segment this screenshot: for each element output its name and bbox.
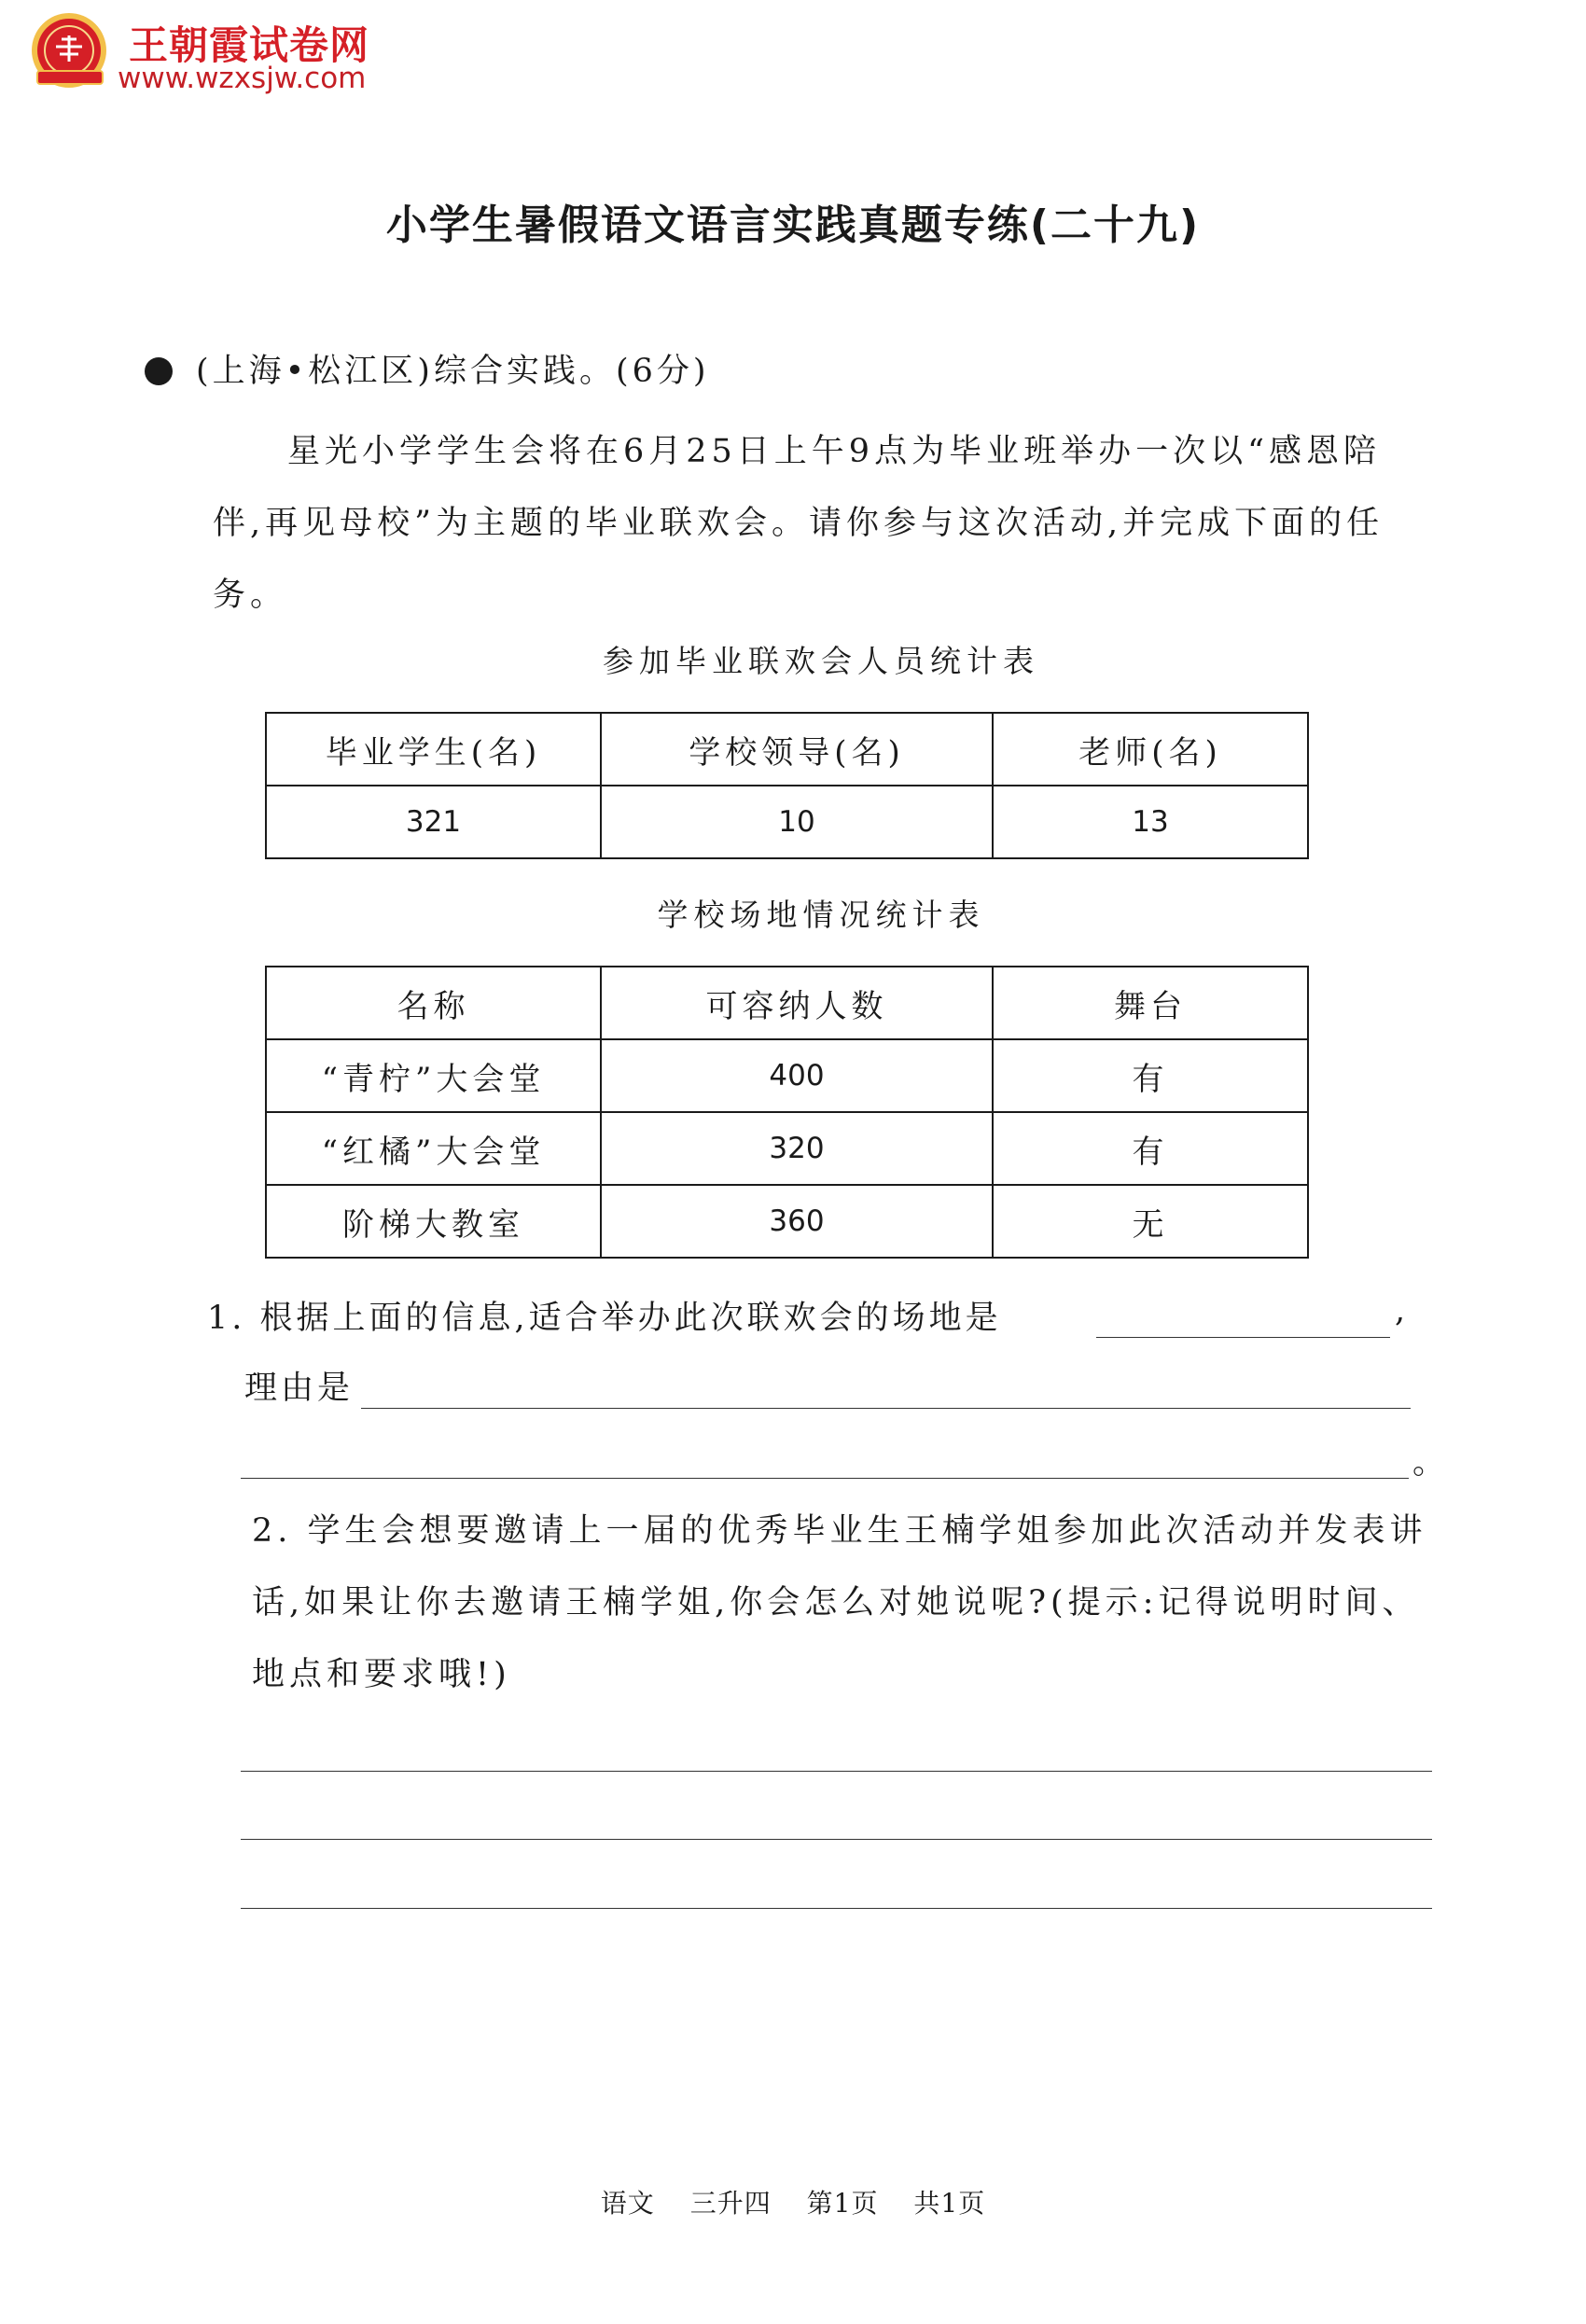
table-cell: “青柠”大会堂: [266, 1039, 601, 1112]
table-row: [266, 1039, 1308, 1112]
reason-answer-line[interactable]: [361, 1408, 1411, 1409]
table-cell: 有: [993, 1112, 1308, 1185]
table2-caption: 学校场地情况统计表: [657, 897, 985, 933]
table-header-cell: 毕业学生(名): [266, 713, 601, 786]
venue-table: [265, 966, 1309, 1259]
table-header-row: [266, 713, 1308, 786]
footer-subject: 语文: [600, 2188, 655, 2219]
footer-page: 第1页: [806, 2188, 879, 2219]
reason-label: 理由是: [244, 1370, 355, 1407]
table-header-row: [266, 967, 1308, 1039]
table-cell: 360: [601, 1185, 993, 1258]
answer-line[interactable]: [241, 1771, 1432, 1772]
venue-answer-line[interactable]: [1096, 1337, 1390, 1338]
table-header-cell: 学校领导(名): [601, 713, 993, 786]
table-cell: 320: [601, 1112, 993, 1185]
footer-grade: 三升四: [689, 2188, 772, 2219]
logo-url[interactable]: www.wzxsjw.com: [118, 62, 367, 95]
table-cell: “红橘”大会堂: [266, 1112, 601, 1185]
q1-period: 。: [1412, 1444, 1450, 1482]
question-intro: 星光小学学生会将在6月25日上午9点为毕业班举办一次以“感恩陪伴,再见母校”为主题的毕业联欢会。请你参与这次活动,并完成下面的任务。: [213, 433, 1384, 614]
table-cell: 10: [601, 786, 993, 858]
q2-text: 2. 学生会想要邀请上一届的优秀毕业生王楠学姐参加此次活动并发表讲话,如果让你去邀请王楠学姐,你会怎么对她说呢?(提示:记得说明时间、地点和要求哦!): [252, 1512, 1427, 1693]
question-header: (上海•松江区)综合实践。(6分): [196, 353, 710, 390]
table-header-cell: 名称: [266, 967, 601, 1039]
q1-text: 1. 根据上面的信息,适合举办此次联欢会的场地是: [207, 1300, 1002, 1337]
page-title: 小学生暑假语文语言实践真题专练(二十九): [385, 202, 1201, 249]
logo-name: 王朝霞试卷网: [129, 22, 370, 68]
table-row: [266, 786, 1308, 858]
table-cell: 321: [266, 786, 601, 858]
table-row: [266, 1185, 1308, 1258]
answer-line[interactable]: [241, 1839, 1432, 1840]
table-cell: 有: [993, 1039, 1308, 1112]
table-cell: 阶梯大教室: [266, 1185, 601, 1258]
table-row: [266, 1112, 1308, 1185]
table-cell: 400: [601, 1039, 993, 1112]
table-header-cell: 可容纳人数: [601, 967, 993, 1039]
answer-line[interactable]: [241, 1908, 1432, 1909]
footer-total: 共1页: [913, 2188, 986, 2219]
bullet-icon: [145, 357, 173, 385]
table-header-cell: 老师(名): [993, 713, 1308, 786]
site-logo[interactable]: [28, 9, 401, 98]
table-header-cell: 舞台: [993, 967, 1308, 1039]
q1-comma: ,: [1395, 1292, 1410, 1329]
page-footer: [0, 2183, 1586, 2220]
reason-answer-line-2[interactable]: [241, 1478, 1409, 1479]
logo-badge-icon: [28, 9, 114, 95]
table-cell: 13: [993, 786, 1308, 858]
table-cell: 无: [993, 1185, 1308, 1258]
table1-caption: 参加毕业联欢会人员统计表: [603, 643, 1039, 679]
attendee-table: [265, 712, 1309, 859]
